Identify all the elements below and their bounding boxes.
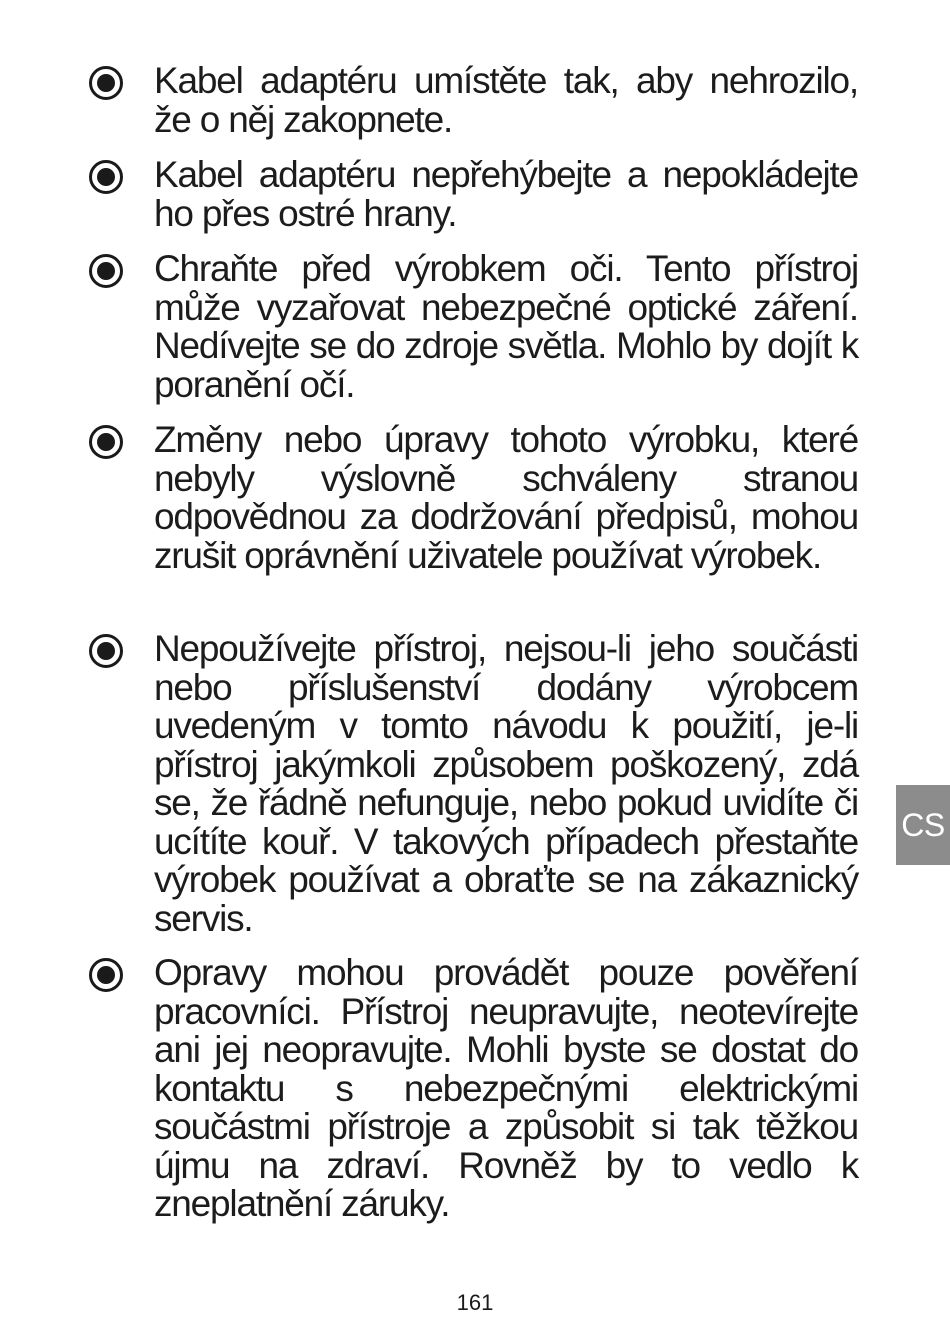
language-tab: CS [896,785,950,865]
bullet-icon [89,254,123,288]
bullet-icon [89,634,123,668]
safety-item: Kabel adaptéru nepřehýbejte a nepokládejte ho přes ostré hrany. [154,154,858,234]
safety-item: Nepoužívejte přístroj, nejsou-li jeho součásti nebo příslušenství dodány výrobcem uvedeným v tomto návodu k použití, je-li přístroj jakýmkoli způsobem poškozený, zdá se, že řádně nefunguje, nebo pokud uvidíte či ucítíte kouř. V takových případech přestaňte výrobek používat a obraťte se na zákaznický servis. [154,628,858,939]
safety-item: Chraňte před výrobkem oči. Tento přístroj může vyzařovat nebezpečné optické záření. Nedívejte se do zdroje světla. Mohlo by dojít k poranění očí. [154,248,858,405]
bullet-icon [89,958,123,992]
safety-item: Změny nebo úpravy tohoto výrobku, které nebyly výslovně schváleny stranou odpovědnou za dodržování předpisů, mohou zrušit oprávnění uživatele používat výrobek. [154,419,858,576]
bullet-icon [89,425,123,459]
safety-item: Opravy mohou provádět pouze pověření pracovníci. Přístroj neupravujte, neotevírejte ani jej neopravujte. Mohli byste se dostat do kontaktu s nebezpečnými elektrickými součástmi přístroje a způsobit si tak těžkou újmu na zdraví. Rovněž by to vedlo k zneplatnění záruky. [154,952,858,1224]
safety-item: Kabel adaptéru umístěte tak, aby nehrozilo, že o něj zakopnete. [154,60,858,140]
bullet-icon [89,160,123,194]
bullet-icon [89,66,123,100]
page-number: 161 [456,1290,494,1315]
